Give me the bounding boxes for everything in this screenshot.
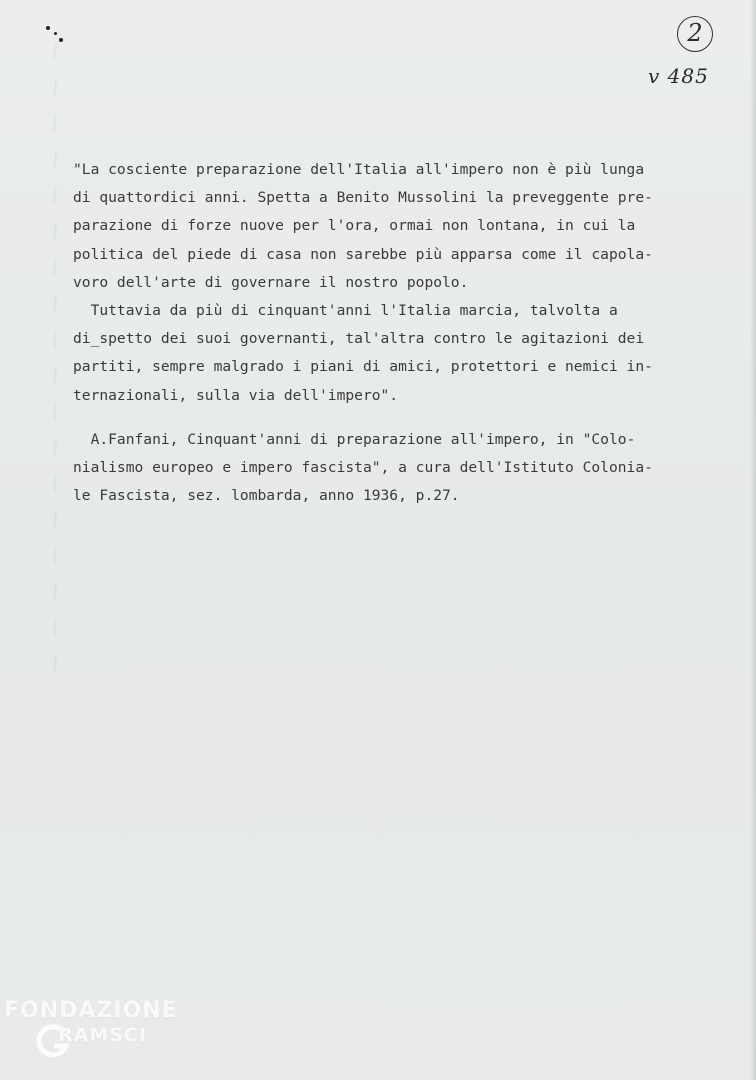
- citation-paragraph: [73, 426, 713, 511]
- quote-line: parazione di forze nuove per l'ora, ormai non lontana, in cui la: [73, 217, 636, 235]
- logo-text-line1: FONDAZIONE: [4, 998, 178, 1023]
- quote-line: ternazionali, sulla via dell'impero".: [73, 386, 399, 404]
- ink-speck: [46, 26, 50, 30]
- quote-paragraph: [73, 156, 713, 410]
- ink-speck: [54, 32, 57, 35]
- citation-line: nialismo europeo e impero fascista", a cura dell'Istituto Colonia-: [73, 459, 653, 477]
- quote-line: "La cosciente preparazione dell'Italia all'impero non è più lunga: [73, 161, 645, 178]
- page-edge-shadow: [750, 0, 756, 1080]
- quote-line: partiti, sempre malgrado i piani di amici, protettori e nemici in-: [73, 358, 653, 376]
- page-number-circle: 2: [677, 16, 713, 52]
- quote-line: di quattordici anni. Spetta a Benito Mussolini la preveggente pre-: [73, 189, 653, 207]
- side-watermark-text: ~ ~ ~ ~ ~ ~ ~ ~ ~ ~ ~ ~ ~ ~ ~ ~ ~ ~: [40, 40, 70, 678]
- logo-text-line2: RAMSCI: [58, 1024, 147, 1046]
- quote-line: Tuttavia da più di cinquant'anni l'Italia marcia, talvolta a: [73, 301, 618, 319]
- citation-line: le Fascista, sez. lombarda, anno 1936, p.27.: [73, 487, 460, 505]
- handwritten-reference: v 485: [648, 64, 709, 88]
- quote-line: di_spetto dei suoi governanti, tal'altra contro le agitazioni dei: [73, 330, 645, 348]
- citation-line: A.Fanfani, Cinquant'anni di preparazione all'impero, in "Colo-: [73, 431, 636, 448]
- quote-line: voro dell'arte di governare il nostro popolo.: [73, 273, 469, 291]
- quote-line: politica del piede di casa non sarebbe più apparsa come il capola-: [73, 245, 653, 263]
- fondazione-gramsci-logo: [4, 992, 204, 1072]
